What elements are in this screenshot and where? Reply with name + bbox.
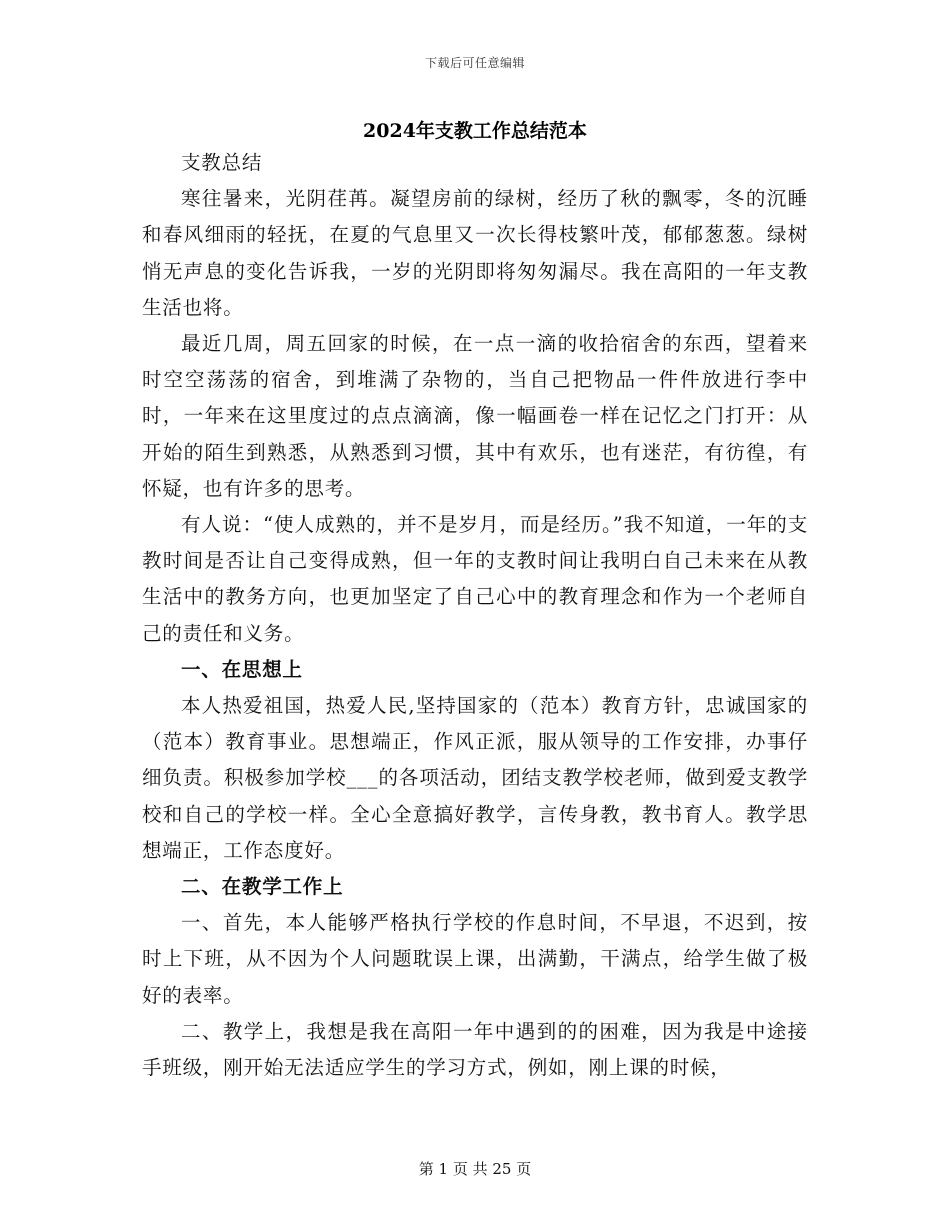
page-header: 下载后可任意编辑 [424, 56, 525, 70]
paragraph: 寒往暑来，光阴荏苒。凝望房前的绿树，经历了秋的飘零，冬的沉睡和春风细雨的轻抚，在夏的气息里又一次长得枝繁叶茂，郁郁葱葱。绿树悄无声息的变化告诉我，一岁的光阴即将匆匆漏尽。我在高阳的一年支教生活也将。 [142, 187, 808, 319]
page-number: 第 1 页 共 25 页 [418, 1160, 532, 1178]
paragraph-label: 支教总结 [181, 151, 263, 174]
paragraph: 本人热爱祖国，热爱人民,坚持国家的（范本）教育方针，忠诚国家的（范本）教育事业。思想端正，作风正派，服从领导的工作安排，办事仔细负责。积极参加学校___的各项活动，团结支教学校老师，做到爱支教学校和自己的学校一样。全心全意搞好教学，言传身教，教书育人。教学思想端正，工作态度好。 [142, 694, 808, 862]
paragraph: 一、首先，本人能够严格执行学校的作息时间，不早退，不迟到，按时上下班，从不因为个人问题耽误上课，出满勤，干满点，给学生做了极好的表率。 [142, 911, 808, 1007]
paragraph: 有人说：“使人成熟的，并不是岁月，而是经历。”我不知道，一年的支教时间是否让自己变得成熟，但一年的支教时间让我明白自己未来在从教生活中的教务方向，也更加坚定了自己心中的教育理念和作为一个老师自己的责任和义务。 [142, 513, 808, 645]
document-body [142, 145, 808, 1086]
document-title: 2024年支教工作总结范本 [363, 120, 587, 142]
paragraph: 最近几周，周五回家的时候，在一点一滴的收拾宿舍的东西，望着来时空空荡荡的宿舍，到堆满了杂物的，当自己把物品一件件放进行李中时，一年来在这里度过的点点滴滴，像一幅画卷一样在记忆之门打开：从开始的陌生到熟悉，从熟悉到习惯，其中有欢乐，也有迷茫，有彷徨，有怀疑，也有许多的思考。 [142, 332, 808, 500]
section-heading-teaching: 二、在教学工作上 [181, 875, 344, 899]
section-heading-thought: 一、在思想上 [181, 657, 303, 681]
paragraph: 二、教学上，我想是我在高阳一年中遇到的的困难，因为我是中途接手班级，刚开始无法适应学生的学习方式，例如，刚上课的时候， [142, 1019, 808, 1080]
